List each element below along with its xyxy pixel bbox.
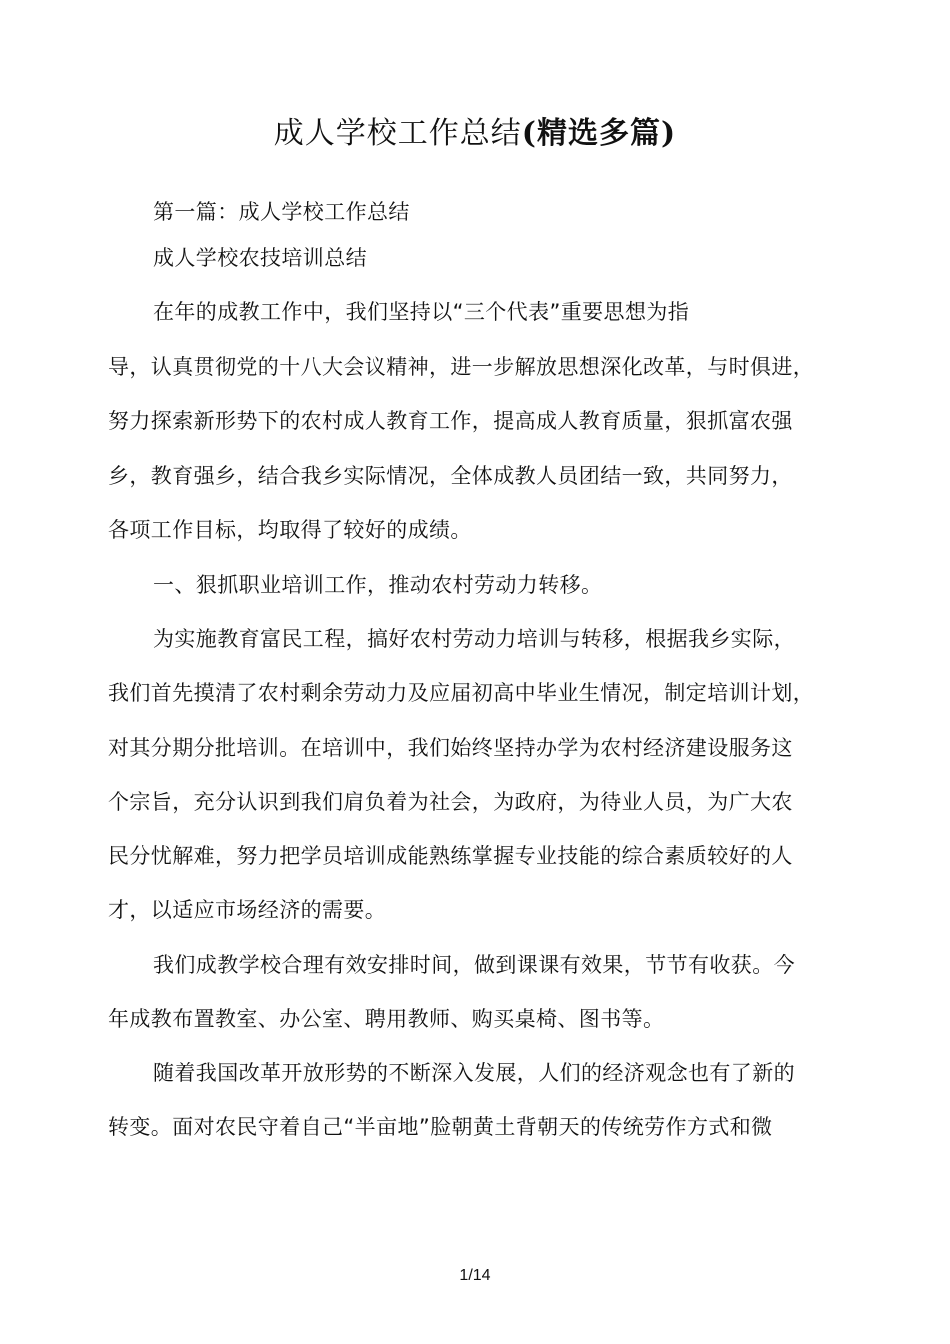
- section-heading: 第一篇：成人学校工作总结: [153, 200, 410, 224]
- paragraph-line: 年成教布置教室、办公室、聘用教师、购买桌椅、图书等。: [108, 1007, 665, 1031]
- title-suffix: (精选多篇): [521, 116, 677, 151]
- document-title: [0, 112, 950, 156]
- paragraph-line: 个宗旨，充分认识到我们肩负着为社会，为政府，为待业人员，为广大农: [108, 790, 793, 814]
- paragraph-line: 对其分期分批培训。在培训中，我们始终坚持办学为农村经济建设服务这: [108, 736, 793, 760]
- paragraph-line: 努力探索新形势下的农村成人教育工作，提高成人教育质量，狠抓富农强: [108, 409, 793, 433]
- page-number: 1/14: [459, 1267, 491, 1284]
- section-heading: 一、狠抓职业培训工作，推动农村劳动力转移。: [153, 573, 603, 597]
- paragraph-line: 导，认真贯彻党的十八大会议精神，进一步解放思想深化改革，与时俱进，: [108, 355, 815, 379]
- paragraph-line: 在年的成教工作中，我们坚持以“三个代表”重要思想为指: [153, 300, 690, 324]
- paragraph-line: 我们首先摸清了农村剩余劳动力及应届初高中毕业生情况，制定培训计划，: [108, 681, 815, 705]
- subheading: 成人学校农技培训总结: [153, 246, 367, 270]
- paragraph-line: 随着我国改革开放形势的不断深入发展，人们的经济观念也有了新的: [153, 1061, 795, 1085]
- paragraph-line: 民分忧解难，努力把学员培训成能熟练掌握专业技能的综合素质较好的人: [108, 844, 793, 868]
- paragraph-line: 才，以适应市场经济的需要。: [108, 898, 387, 922]
- paragraph-line: 为实施教育富民工程，搞好农村劳动力培训与转移，根据我乡实际，: [153, 627, 795, 651]
- paragraph-line: 乡，教育强乡，结合我乡实际情况，全体成教人员团结一致，共同努力，: [108, 464, 793, 488]
- paragraph-line: 转变。面对农民守着自己“半亩地”脸朝黄土背朝天的传统劳作方式和微: [108, 1115, 773, 1139]
- paragraph-line: 我们成教学校合理有效安排时间，做到课课有效果，节节有收获。今: [153, 953, 795, 977]
- paragraph-line: 各项工作目标，均取得了较好的成绩。: [108, 518, 472, 542]
- title-main: 成人学校工作总结: [273, 116, 522, 151]
